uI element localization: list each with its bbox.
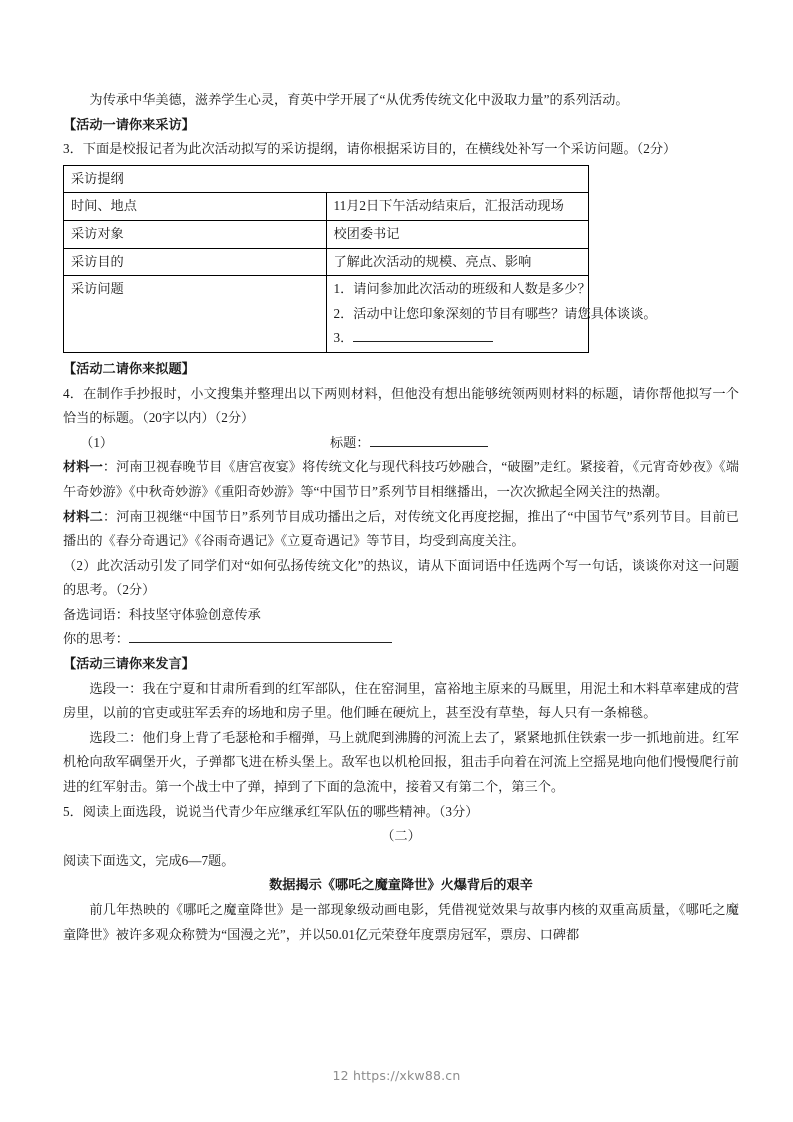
title-label-group (330, 431, 488, 456)
article-title: 数据揭示《哪吒之魔童降世》火爆背后的艰辛 (269, 877, 533, 893)
row-label-purpose: 采访目的 (64, 248, 327, 276)
row-label-time-place: 时间、地点 (64, 193, 327, 221)
question-5: 5．阅读上面选段，说说当代青少年应继承红军队伍的哪些精神。（3分） (63, 803, 479, 819)
row-label-questions: 采访问题 (64, 276, 327, 353)
interview-question-3-blank[interactable] (353, 327, 493, 342)
table-row (64, 276, 589, 353)
section-two-instruction: 阅读下面选文，完成6—7题。 (63, 852, 235, 868)
your-thoughts-blank[interactable] (129, 628, 392, 643)
table-row (64, 193, 589, 221)
interview-question-1: 1．请问参加此次活动的班级和人数是多少？ (333, 281, 591, 297)
table-row-caption (64, 165, 589, 193)
table-row (64, 248, 589, 276)
material-two-label: 材料二 (63, 508, 103, 524)
sub-question-2: （2）此次活动引发了同学们对“如何弘扬传统文化”的热议，请从下面词语中任选两个写一句话，谈谈你对这一问题的思考。（2分） (63, 557, 739, 598)
document-body (63, 88, 739, 947)
excerpt-one: 选段一：我在宁夏和甘肃所看到的红军部队，住在窑洞里，富裕地主原来的马厩里，用泥土和木料草率建成的营房里，以前的官吏或驻军丢弃的场地和房子里。他们睡在硬炕上，甚至没有草垫，每人只有一条棉毯。 (63, 680, 739, 721)
word-bank: 备选词语：科技坚守体验创意传承 (63, 606, 261, 622)
section-two-marker: （二） (381, 828, 421, 844)
intro-paragraph: 为传承中华美德，滋养学生心灵，育英中学开展了“从优秀传统文化中汲取力量”的系列活动。 (89, 92, 629, 107)
table-row (64, 220, 589, 248)
interview-question-3-row (334, 326, 582, 351)
title-answer-blank[interactable] (370, 432, 488, 447)
question-3: 3．下面是校报记者为此次活动拟写的采访提纲，请你根据采访目的，在横线处补写一个采访问题。（2分） (63, 141, 677, 157)
material-one (63, 455, 739, 504)
row-value-interviewee: 校团委书记 (326, 220, 589, 248)
article-paragraph: 前几年热映的《哪吒之魔童降世》是一部现象级动画电影，凭借视觉效果与故事内核的双重高质量，《哪吒之魔童降世》被许多观众称赞为“国漫之光”，并以50.01亿元荣登年度票房冠军，票房、口碑都 (63, 902, 739, 942)
material-two-text: ：河南卫视继“中国节日”系列节目成功播出之后，对传统文化再度挖掘，推出了“中国节气”系列节目。目前已播出的《春分奇遇记》《谷雨奇遇记》《立夏奇遇记》等节目，均受到高度关注。 (63, 508, 739, 549)
excerpt-two: 选段二：他们身上背了毛瑟枪和手榴弹，马上就爬到沸腾的河流上去了，紧紧地抓住铁索一步一抓地前进。红军机枪向敌军碉堡开火，子弹都飞进在桥头堡上。敌军也以机枪回报，狙击手向着在河流上空摇晃地向他们慢慢爬行前进的红军射击。第一个战士中了弹，掉到了下面的急流中，接着又有第二个，第三个。 (63, 729, 739, 795)
interview-question-2: 2．活动中让您印象深刻的节目有哪些？请您具体谈谈。 (333, 305, 657, 321)
activity-two-heading: 【活动二请你来拟题】 (63, 360, 195, 376)
table-caption-cell: 采访提纲 (64, 165, 589, 193)
row-value-time-place: 11月2日下午活动结束后，汇报活动现场 (326, 193, 589, 221)
title-fill-row (63, 431, 739, 456)
interview-outline-table (63, 165, 657, 353)
your-thoughts-label: 你的思考： (63, 631, 129, 647)
question-4: 4．在制作手抄报时，小文搜集并整理出以下两则材料，但他没有想出能够统领两则材料的标题，请你帮他拟写一个恰当的标题。（20字以内）（2分） (63, 385, 739, 426)
activity-three-heading: 【活动三请你来发言】 (63, 656, 195, 672)
row-value-purpose: 了解此次活动的规模、亮点、影响 (326, 248, 589, 276)
interview-question-3-number: 3． (333, 330, 354, 346)
material-two (63, 505, 739, 554)
your-thoughts-row (63, 627, 739, 652)
row-label-interviewee: 采访对象 (64, 220, 327, 248)
activity-one-heading: 【活动一请你来采访】 (63, 116, 195, 132)
material-one-label: 材料一 (63, 459, 103, 475)
title-label: 标题： (330, 434, 370, 450)
material-one-text: ：河南卫视春晚节目《唐宫夜宴》将传统文化与现代科技巧妙融合，“破圈”走红。紧接着，《元宵奇妙夜》《端午奇妙游》《中秋奇妙游》《重阳奇妙游》等“中国节日”系列节目相继播出，一次次掀起全网关注的热潮。 (63, 459, 739, 499)
page-footer-watermark: 12 https://xkw88.cn (332, 1068, 461, 1083)
row-value-questions (326, 276, 657, 353)
sub-question-1-tag: （1） (80, 434, 114, 450)
